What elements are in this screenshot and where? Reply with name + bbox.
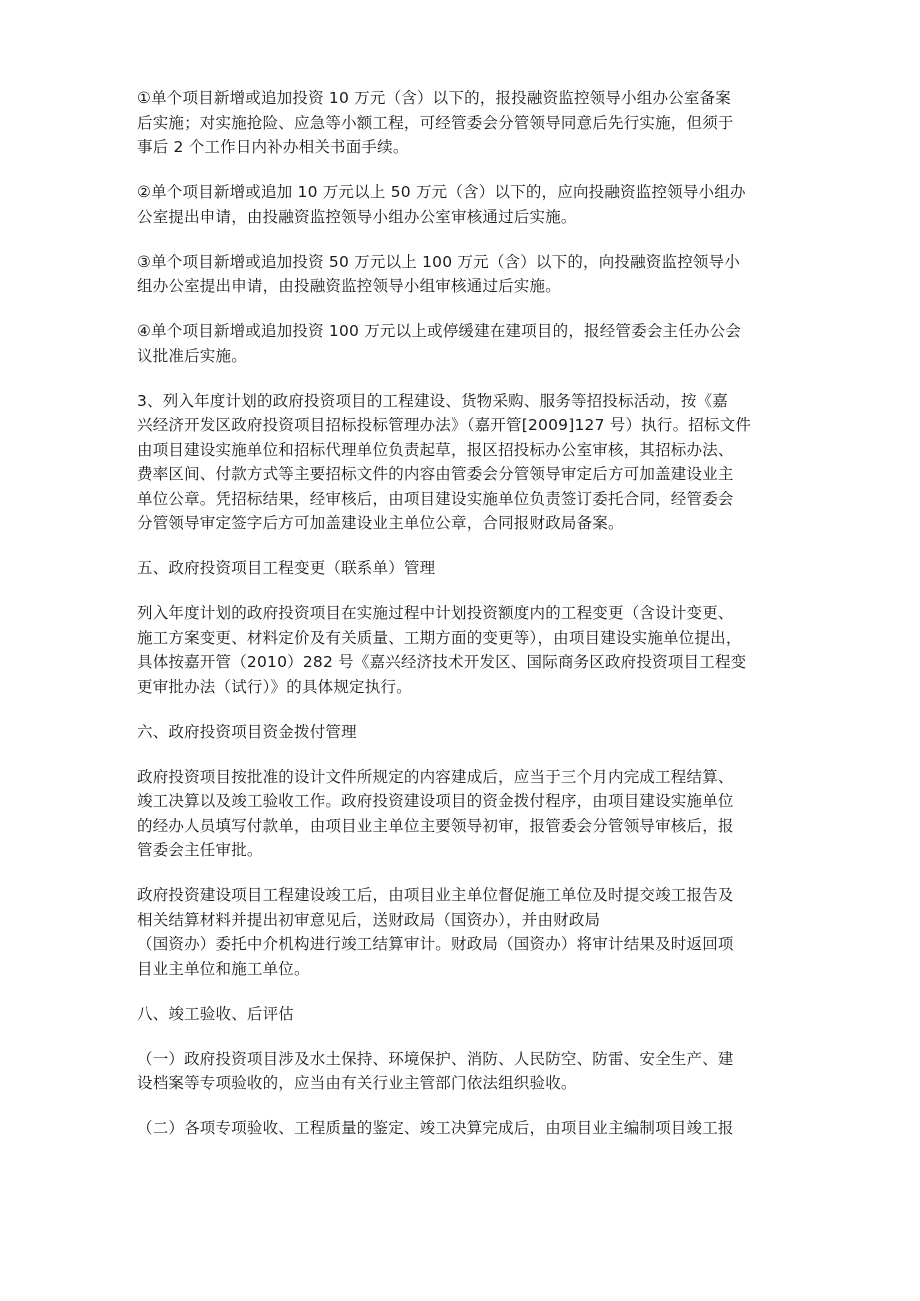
section-heading-change-management: 五、政府投资项目工程变更（联系单）管理 bbox=[137, 559, 436, 577]
text-line: 的经办人员填写付款单，由项目业主单位主要领导初审，报管委会分管领导审核后，报 bbox=[137, 816, 734, 835]
text-line: 政府投资项目按批准的设计文件所规定的内容建成后，应当于三个月内完成工程结算、 bbox=[137, 767, 734, 786]
text-line: 更审批办法（试行）》的具体规定执行。 bbox=[137, 677, 412, 696]
text-line: 后实施；对实施抢险、应急等小额工程，可经管委会分管领导同意后先行实施，但须于 bbox=[137, 113, 734, 132]
text-line: （二）各项专项验收、工程质量的鉴定、竣工决算完成后，由项目业主编制项目竣工报 bbox=[137, 1119, 734, 1137]
text-line: ④单个项目新增或追加投资 100 万元以上或停缓建在建项目的，报经管委会主任办公会 bbox=[137, 322, 742, 340]
text-line: 组办公室提出申请，由投融资监控领导小组审核通过后实施。 bbox=[137, 277, 561, 295]
paragraph-change-management bbox=[137, 601, 787, 699]
text-line: 目业主单位和施工单位。 bbox=[137, 959, 310, 978]
text-line: 公室提出申请，由投融资监控领导小组办公室审核通过后实施。 bbox=[137, 207, 577, 226]
text-line: 竣工决算以及竣工验收工作。政府投资建设项目的资金拨付程序，由项目建设实施单位 bbox=[137, 792, 734, 810]
text-line: 议批准后实施。 bbox=[137, 346, 247, 365]
text-line: 兴经济开发区政府投资项目招标投标管理办法》（嘉开管[2009]127 号）执行。招标文件 bbox=[137, 416, 752, 434]
text-line: 单位公章。凭招标结果，经审核后，由项目建设实施单位负责签订委托合同，经管委会 bbox=[137, 489, 734, 508]
text-line: 管委会主任审批。 bbox=[137, 841, 263, 859]
paragraph-completion-report bbox=[137, 1116, 787, 1141]
paragraph-item-2 bbox=[137, 180, 787, 229]
text-line: ①单个项目新增或追加投资 10 万元（含）以下的，报投融资监控领导小组办公室备案 bbox=[137, 89, 731, 107]
text-line: ③单个项目新增或追加投资 50 万元以上 100 万元（含）以下的，向投融资监控领导小 bbox=[137, 252, 741, 271]
paragraph-item-1 bbox=[137, 86, 787, 160]
text-line: 设档案等专项验收的，应当由有关行业主管部门依法组织验收。 bbox=[137, 1074, 577, 1092]
text-line: （一）政府投资项目涉及水土保持、环境保护、消防、人民防空、防雷、安全生产、建 bbox=[137, 1049, 734, 1068]
text-line: 具体按嘉开管（2010）282 号《嘉兴经济技术开发区、国际商务区政府投资项目工程变 bbox=[137, 653, 747, 671]
paragraph-fund-disbursement bbox=[137, 765, 787, 863]
paragraph-item-3 bbox=[137, 250, 787, 299]
section-heading-acceptance: 八、竣工验收、后评估 bbox=[137, 1004, 295, 1023]
text-line: 费率区间、付款方式等主要招标文件的内容由管委会分管领导审定后方可加盖建设业主 bbox=[137, 465, 734, 483]
text-line: 政府投资建设项目工程建设竣工后，由项目业主单位督促施工单位及时提交竣工报告及 bbox=[137, 886, 734, 904]
text-line: 由项目建设实施单位和招标代理单位负责起草，报区招投标办公室审核，其招标办法、 bbox=[137, 440, 734, 459]
text-line: 3、列入年度计划的政府投资项目的工程建设、货物采购、服务等招投标活动，按《嘉 bbox=[137, 391, 728, 410]
text-line: ②单个项目新增或追加 10 万元以上 50 万元（含）以下的，应向投融资监控领导小组办 bbox=[137, 183, 746, 201]
text-line: 事后 2 个工作日内补办相关书面手续。 bbox=[137, 138, 409, 156]
section-heading-fund-disbursement: 六、政府投资项目资金拨付管理 bbox=[137, 722, 357, 741]
paragraph-special-acceptance bbox=[137, 1047, 787, 1096]
text-line: 相关结算材料并提出初审意见后，送财政局（国资办），并由财政局 bbox=[137, 910, 601, 929]
text-line: （国资办）委托中介机构进行竣工结算审计。财政局（国资办）将审计结果及时返回项 bbox=[137, 935, 734, 953]
text-line: 施工方案变更、材料定价及有关质量、工期方面的变更等），由项目建设实施单位提出， bbox=[137, 628, 742, 647]
text-line: 分管领导审定签字后方可加盖建设业主单位公章，合同报财政局备案。 bbox=[137, 514, 624, 532]
paragraph-completion-audit bbox=[137, 883, 787, 981]
paragraph-tendering bbox=[137, 389, 787, 536]
paragraph-item-4 bbox=[137, 319, 787, 368]
text-line: 列入年度计划的政府投资项目在实施过程中计划投资额度内的工程变更（含设计变更、 bbox=[137, 604, 734, 622]
